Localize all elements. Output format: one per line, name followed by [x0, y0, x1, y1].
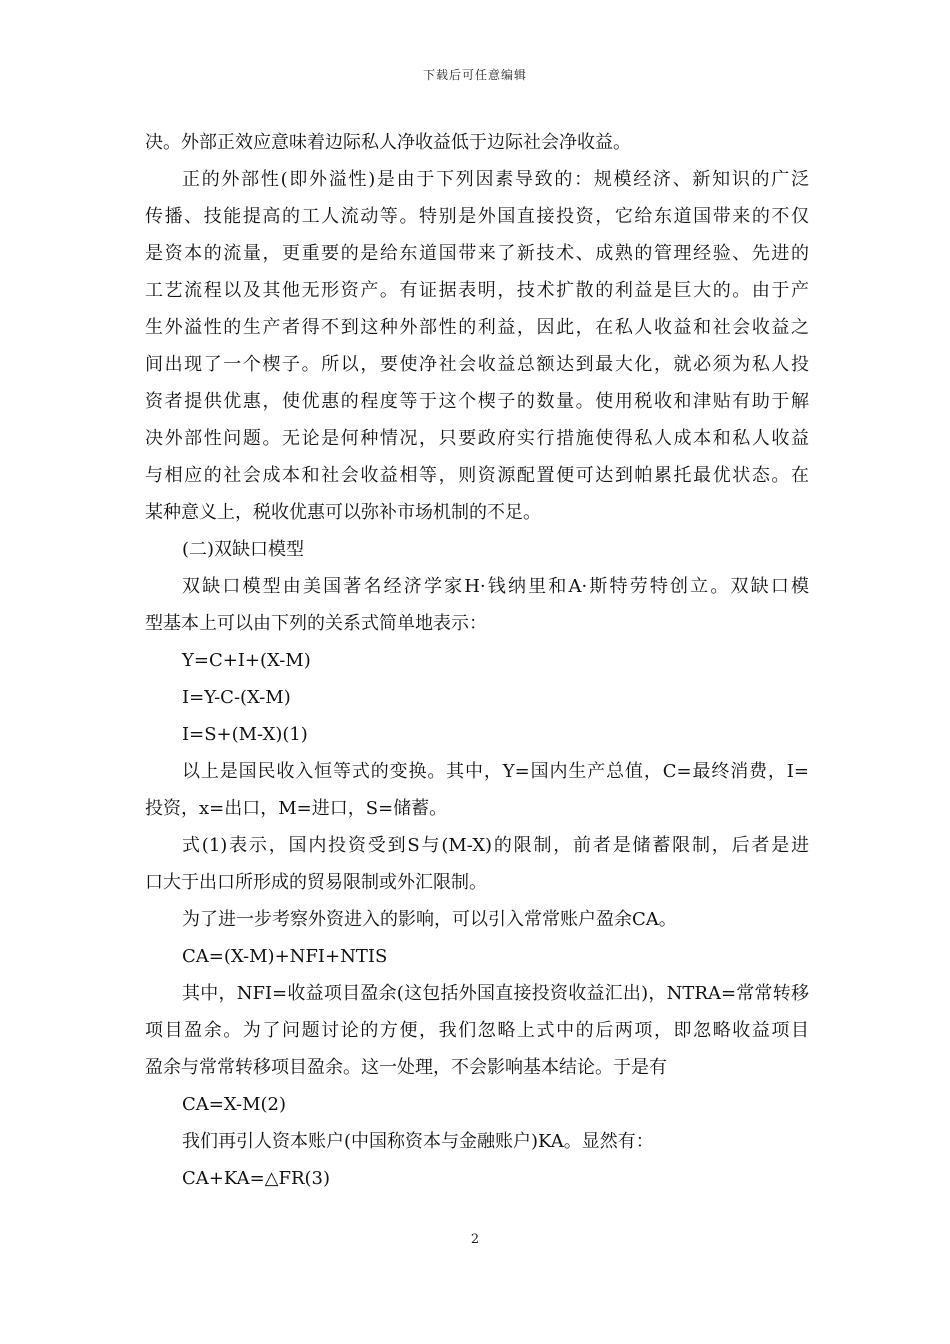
text-line: 传播、技能提高的工人流动等。特别是外国直接投资，它给东道国带来的不仅: [145, 206, 809, 227]
text-line: 盈余与常常转移项目盈余。这一处理，不会影响基本结论。于是有: [145, 1057, 667, 1078]
text-line: 资者提供优惠，使优惠的程度等于这个楔子的数量。使用税收和津贴有助于解: [145, 391, 809, 412]
text-line: 决。外部正效应意味着边际私人净收益低于边际社会净收益。: [145, 132, 631, 153]
text-line: 与相应的社会成本和社会收益相等，则资源配置便可达到帕累托最优状态。在: [145, 465, 809, 486]
text-line: 正的外部性(即外溢性)是由于下列因素导致的：规模经济、新知识的广泛: [182, 169, 809, 190]
text-line: 型基本上可以由下列的关系式简单地表示：: [145, 613, 487, 634]
text-line: CA=X-M(2): [182, 1094, 287, 1115]
text-line: 以上是国民收入恒等式的变换。其中，Y=国内生产总值，C=最终消费，I=: [182, 761, 809, 782]
text-line: 工艺流程以及其他无形资产。有证据表明，技术扩散的利益是巨大的。由于产: [145, 280, 809, 301]
text-line: CA+KA=△FR(3): [182, 1168, 331, 1189]
text-line: 决外部性问题。无论是何种情况，只要政府实行措施使得私人成本和私人收益: [145, 428, 809, 449]
text-line: 投资，x=出口，M=进口，S=储蓄。: [145, 798, 448, 819]
text-line: CA=(X-M)+NFI+NTIS: [182, 946, 388, 967]
text-line: 间出现了一个楔子。所以，要使净社会收益总额达到最大化，就必须为私人投: [145, 354, 809, 375]
text-line: I=Y-C-(X-M): [182, 687, 291, 708]
text-line: 生外溢性的生产者得不到这种外部性的利益，因此，在私人收益和社会收益之: [145, 317, 809, 338]
text-line: 我们再引人资本账户(中国称资本与金融账户)KA。显然有：: [182, 1131, 654, 1152]
text-line: 某种意义上，税收优惠可以弥补市场机制的不足。: [145, 502, 541, 523]
text-line: 其中，NFI=收益项目盈余(这包括外国直接投资收益汇出)，NTRA=常常转移: [182, 983, 809, 1004]
text-line: 双缺口模型由美国著名经济学家H·钱纳里和A·斯特劳特创立。双缺口模: [182, 576, 809, 597]
text-line: (二)双缺口模型: [182, 539, 305, 560]
text-line: 口大于出口所形成的贸易限制或外汇限制。: [145, 872, 487, 893]
document-body: [145, 124, 809, 1197]
page-header: 下载后可任意编辑: [422, 68, 527, 82]
text-line: Y=C+I+(X-M): [182, 650, 311, 671]
text-line: 是资本的流量，更重要的是给东道国带来了新技术、成熟的管理经验、先进的: [145, 243, 809, 264]
text-line: I=S+(M-X)(1): [182, 724, 308, 745]
page-number: 2: [470, 1232, 480, 1247]
text-line: 项目盈余。为了问题讨论的方便，我们忽略上式中的后两项，即忽略收益项目: [145, 1020, 809, 1041]
text-line: 为了进一步考察外资进入的影响，可以引入常常账户盈余CA。: [182, 909, 677, 930]
text-line: 式(1)表示，国内投资受到S与(M-X)的限制，前者是储蓄限制，后者是进: [182, 835, 809, 856]
